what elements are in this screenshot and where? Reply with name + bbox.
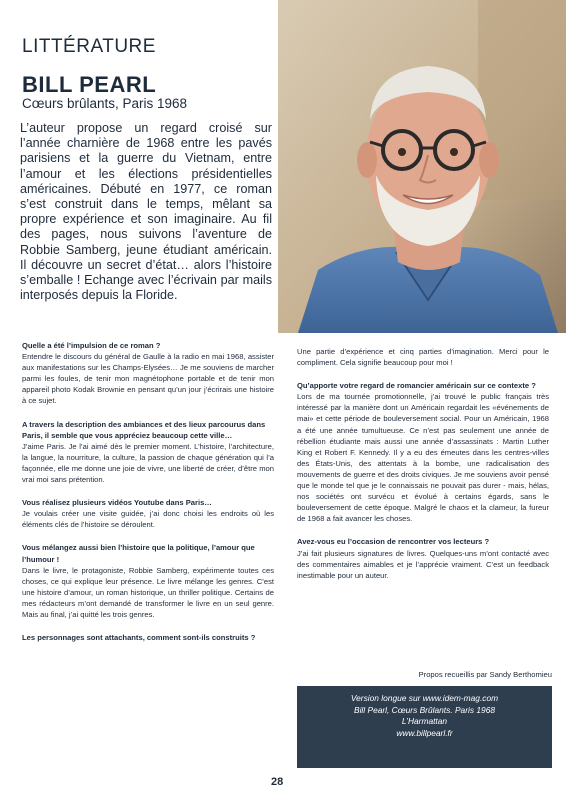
portrait-illustration xyxy=(278,0,566,333)
info-box-publisher: L’Harmattan xyxy=(401,716,448,727)
info-box-book: Bill Pearl, Cœurs Brûlants. Paris 1968 xyxy=(353,704,496,715)
answer-1: Entendre le discours du général de Gaulle à la radio en mai 1968, assister aux manifestations sur les Champs-Elysées… Je me souviens de marcher parmi les foules, de tenir mon magnétophone portable et de tenir mon appareil photo Kodak Brownie en pensant qu’un jour j’écrirais une histoire à ce sujet. xyxy=(22,352,274,406)
answer-2: J’aime Paris. Je l’ai aimé dès le premier moment. L’histoire, l’architecture, la langue, la nourriture, la culture, la passion de chaque génération qui l’a façonnée, elle me donne une joie de vivre, une liberté de créer, d’être mon vrai moi sans prétention. xyxy=(22,441,274,485)
question-5: Les personnages sont attachants, comment sont-ils construits ? xyxy=(22,633,256,643)
interview-column-left xyxy=(22,340,274,643)
info-box-long-version: Version longue sur www.idem-mag.com xyxy=(350,693,499,703)
page-number: 28 xyxy=(271,776,284,788)
intro-paragraph: L’auteur propose un regard croisé sur l’année charnière de 1968 entre les pavés parisiens et la guerre du Vietnam, entre l’amour et les élections présidentielles américaines. Débuté en 1977, ce roman s’est construit dans le temps, mêlant sa propre expérience et son imaginaire. Au fil des pages, nous suivons l’aventure de Robbie Samberg, jeune étudiant américain. Il découvre un secret d’état… alors l’histoire s’emballe ! Echange avec l’écrivain par mails interposés depuis la Floride. xyxy=(20,121,272,303)
answer-3: Je voulais créer une visite guidée, j’ai donc choisi les endroits où les éléments clés de l’histoire se déroulent. xyxy=(22,509,274,530)
section-title: LITTÉRATURE xyxy=(22,36,156,57)
answer-5-continued: Une partie d’expérience et cinq parties d’imagination. Merci pour le compliment. Cela signifie beaucoup pour moi ! xyxy=(297,347,549,368)
book-subtitle: Cœurs brûlants, Paris 1968 xyxy=(22,96,188,111)
answer-4: Dans le livre, le protagoniste, Robbie Samberg, expérimente toutes ces choses, ce qui explique leur présence. Le livre mélange les genres. C’est une histoire d’amour, un roman historique, un thriller politique. Certains de mes rédacteurs m’ont demandé de transformer le livre en un seul genre. Mais au final, j’ai quitté les trois genres. xyxy=(22,565,274,619)
question-1: Quelle a été l’impulsion de ce roman ? xyxy=(22,341,161,350)
answer-6: Lors de ma tournée promotionnelle, j’ai trouvé le public français très intéressé par la manière dont un Américain regardait les «événements de mai» et cette période de bouleversement social. Pour un Américain, 1968 a été une année tumultueuse. Ce n’est pas seulement une année de rébellion étudiante mais aussi une année d’assassinats : Martin Luther King et Robert F. Kennedy. Il y a eu des émeutes dans les centres-villes des États-Unis, des attentats à la bombe, une radicalisation des mouvements de guerre et des droits civiques. Je me souviens avoir pensé que le monde tel que je le connaissais ne pouvait pas durer - mais, hélas, nos sociétés ont survécu et évolué à certains égards, sans le bouleversement de cette époque. Malgré le chaos et la clameur, la fureur de 1968 a fait avancer les choses. xyxy=(297,392,549,524)
interview-credit: Propos recueillis par Sandy Berthomieu xyxy=(418,670,552,679)
info-box xyxy=(297,686,552,768)
question-2: A travers la description des ambiances et des lieux parcourus dans Paris, il semble que vous appréciez beaucoup cette ville… xyxy=(22,419,266,440)
question-6: Qu’apporte votre regard de romancier américain sur ce contexte ? xyxy=(297,381,536,391)
answer-7: J’ai fait plusieurs signatures de livres. Quelques-uns m’ont contacté avec des commentaires aimables et je l’apprécie vraiment. C’est un feedback inestimable pour un auteur. xyxy=(297,548,549,580)
interview-column-right xyxy=(297,346,549,581)
info-box-website: www.billpearl.fr xyxy=(396,727,453,738)
question-4: Vous mélangez aussi bien l’histoire que la politique, l’amour que l’humour ! xyxy=(22,543,255,564)
author-name: BILL PEARL xyxy=(22,72,157,97)
author-portrait xyxy=(278,0,566,333)
question-3: Vous réalisez plusieurs vidéos Youtube dans Paris… xyxy=(22,498,212,508)
question-7: Avez-vous eu l’occasion de rencontrer vos lecteurs ? xyxy=(297,537,490,547)
